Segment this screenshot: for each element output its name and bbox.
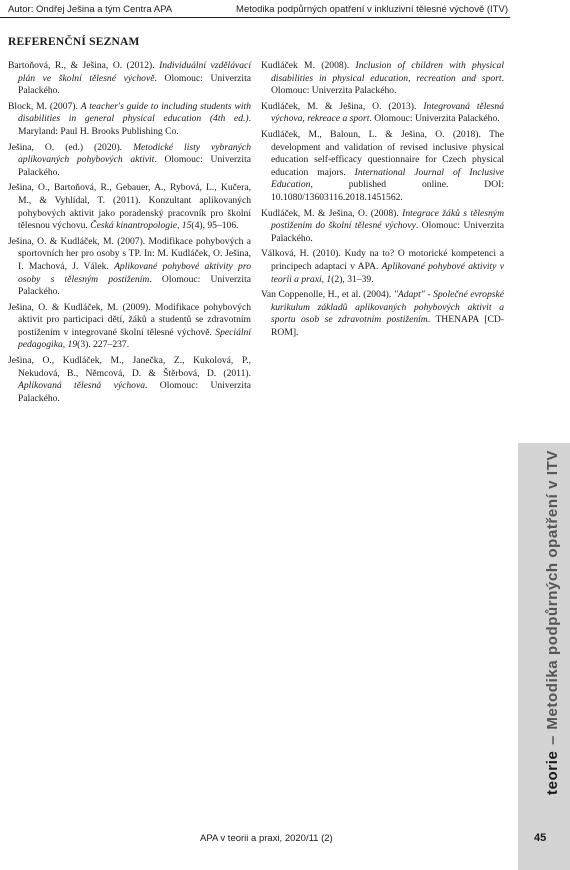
reference-title: Aplikované pohybové aktivity v teorii a praxi, 1 [271, 260, 505, 285]
reference-publisher: (3). 227–237. [77, 339, 130, 351]
reference-entry [8, 355, 251, 405]
section-title: REFERENČNÍ SEZNAM [8, 36, 140, 48]
reference-text: Bartoňová, R., & Ješina, O. (2012). [8, 60, 160, 71]
side-tab-subtitle: Metodika podpůrných opatření v ITV [544, 450, 561, 730]
reference-publisher: . Olomouc: Univerzita Palackého. [18, 72, 251, 97]
references-right-column [261, 60, 504, 342]
reference-entry [8, 302, 251, 352]
reference-entry [8, 236, 251, 299]
reference-publisher: , published online. DOI: 10.1080/13603116.2018.1451562. [271, 179, 504, 203]
reference-entry [261, 289, 504, 339]
reference-text: Ješina, O. & Kudláček, M. (2007). Modifikace pohybových a sportovních her pro osoby s TP. In: M. Kudláček, O. Ješina, I. Machová, J. Válek. [8, 235, 251, 272]
reference-title: International Journal of Inclusive Education [271, 166, 504, 191]
reference-entry [261, 129, 504, 205]
reference-text: Ješina, O., Kudláček, M., Janečka, Z., Kukolová, P., Nekudová, B., Němcová, D. & Štěrbová, D. (2011). [8, 355, 251, 379]
reference-title: Integrace žáků s tělesným postižením do školní tělesné výchovy [271, 207, 504, 232]
reference-entry [8, 60, 251, 98]
reference-entry [261, 208, 504, 246]
reference-text: Ješina, O., Bartoňová, R., Gebauer, A., Rybová, L., Kučera, M., & Vyhlídal, T. (2011). Konzultant aplikovaných pohybových aktivit jako poradenský pracovník pro školní tělesnou výchovu. [8, 182, 251, 232]
reference-text: Kudláček, M., Baloun, L. & Ješina, O. (2018). The development and validation of revised inclusive physical education self-efficacy questionnaire for Czech physical education majors. [261, 128, 504, 178]
reference-text: Ješina, O. & Kudláček, M. (2009). Modifikace pohybových aktivit pro participaci dětí, žáků a studentů se zdravotním postižením v integrované školní tělesné výchově. [8, 301, 251, 338]
reference-entry [261, 101, 504, 126]
header-author: Autor: Ondřej Ješina a tým Centra APA [8, 4, 173, 15]
reference-publisher: . Olomouc: Univerzita Palackého. [18, 273, 251, 298]
references-left-column [8, 60, 251, 408]
reference-entry [8, 182, 251, 232]
reference-entry [261, 248, 504, 286]
reference-text: Kudláček, M. & Ješina, O. (2013). [261, 100, 424, 112]
reference-entry [8, 101, 251, 139]
header-title: Metodika podpůrných opatření v inkluzivní tělesné výchově (ITV) [236, 4, 508, 15]
reference-publisher: . Olomouc: Univerzita Palackého. [18, 380, 251, 404]
reference-publisher: (4), 95–106. [191, 220, 239, 232]
reference-entry [8, 142, 251, 180]
reference-title: Speciální pedagogika, 19 [18, 326, 251, 351]
reference-text: Kudláček M. (2008). [261, 60, 356, 71]
reference-title: Metodické listy vybraných aplikovaných pohybových aktivit [18, 141, 251, 166]
reference-publisher: . Olomouc: Univerzita Palackého. [369, 113, 500, 125]
reference-text: Ješina, O. (ed.) (2020). [8, 141, 134, 153]
reference-title: A teacher's guide to including students with disabilities in general physical education (4th ed.) [18, 100, 251, 125]
reference-text: Kudláček, M. & Ješina, O. (2008). [261, 207, 403, 219]
side-tab-label [544, 450, 561, 795]
side-tab-main: teorie [544, 750, 561, 795]
reference-title: "Adapt" - Společné evropské kurikulum základů aplikovaných pohybových aktivit a sportu osob se zdravotním postižením [271, 289, 504, 326]
header-rule [0, 17, 510, 18]
side-tab-dash: – [544, 735, 561, 745]
page-number: 45 [534, 832, 547, 844]
reference-text: Van Coppenolle, H., et al. (2004). [261, 289, 394, 301]
reference-publisher: (2), 31–39. [331, 273, 374, 285]
reference-title: Česká kinantropologie, 15 [90, 220, 192, 232]
reference-text: Block, M. (2007). [8, 100, 81, 112]
reference-publisher: . Olomouc: Univerzita Palackého. [271, 220, 504, 244]
reference-title: Aplikované pohybové aktivity pro osoby s tělesným postižením [18, 260, 252, 285]
reference-title: Individuální vzdělávací plán ve školní tělesné výchově [18, 60, 251, 84]
footer-journal: APA v teorii a praxi, 2020/11 (2) [200, 833, 333, 844]
reference-title: Integrovaná tělesná výchova, rekreace a sport [271, 100, 504, 125]
reference-text: Válková, H. (2010). Kudy na to? O motorické kompetenci a principech adaptací v APA. [261, 248, 504, 272]
reference-title: Aplikovaná tělesná výchova [18, 380, 146, 392]
reference-publisher: . Maryland: Paul H. Brooks Publishing Co. [18, 113, 251, 137]
reference-title: Inclusion of children with physical disabilities in physical education, recreation and sport [271, 60, 505, 84]
reference-publisher: . Olomouc: Univerzita Palackého. [18, 154, 251, 178]
reference-publisher: . THENAPA [CD-ROM]. [271, 314, 504, 338]
reference-publisher: . Olomouc: Univerzita Palackého. [271, 72, 504, 97]
reference-entry [261, 60, 504, 98]
